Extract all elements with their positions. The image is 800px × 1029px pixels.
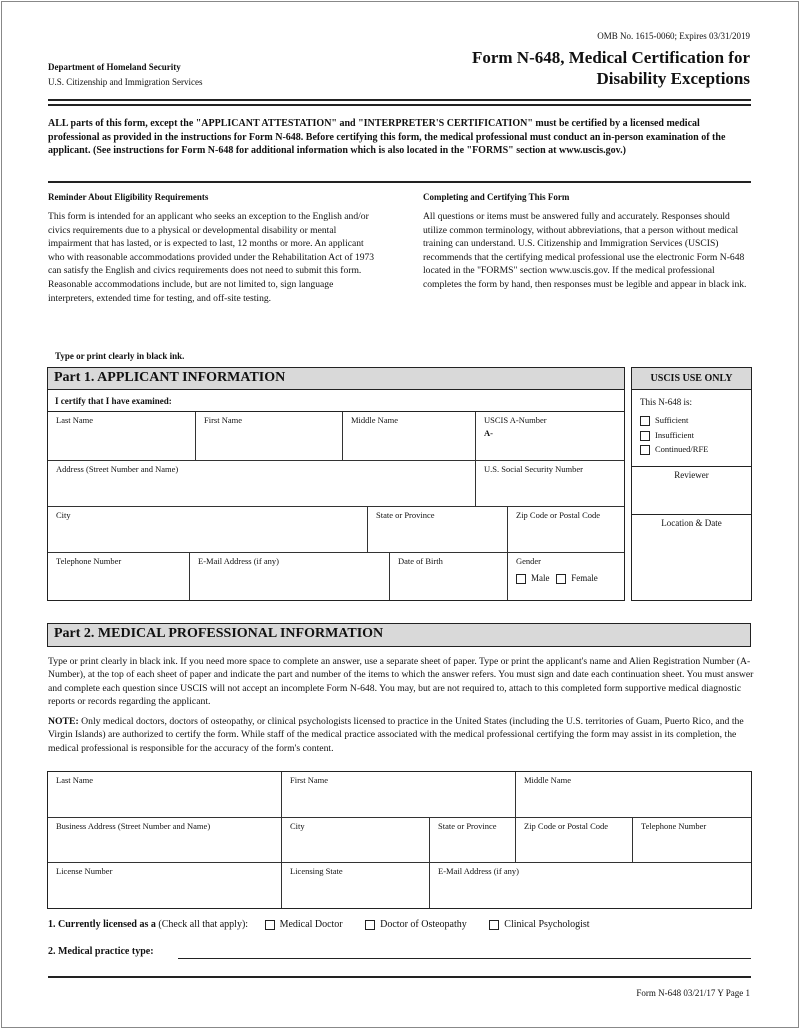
label: Middle Name [351, 415, 398, 425]
option-label: Clinical Psychologist [504, 919, 590, 930]
label: U.S. Social Security Number [484, 464, 583, 474]
divider [48, 104, 751, 106]
female-checkbox[interactable] [556, 574, 566, 584]
medical-doctor-checkbox[interactable] [265, 920, 275, 930]
practice-type-input[interactable] [178, 958, 751, 959]
title-line1: Form N-648, Medical Certification for [471, 48, 750, 67]
label: Date of Birth [398, 556, 443, 566]
q1-hint: (Check all that apply): [155, 919, 249, 930]
label: Telephone Number [56, 556, 122, 566]
label: Telephone Number [641, 821, 707, 831]
label: State or Province [438, 821, 497, 831]
divider [48, 976, 751, 978]
ssn-field[interactable] [476, 461, 624, 507]
female-label: Female [571, 573, 598, 583]
label: Zip Code or Postal Code [524, 821, 609, 831]
reviewer-label: Reviewer [674, 470, 709, 480]
gender-field [508, 553, 624, 600]
mp-middle-name-field[interactable] [516, 772, 751, 818]
option-label: Continued/RFE [655, 444, 709, 454]
male-checkbox[interactable] [516, 574, 526, 584]
part2-note [48, 715, 754, 755]
applicant-middle-name-field[interactable] [343, 412, 476, 461]
label: Middle Name [524, 775, 571, 785]
uscis-use-header: USCIS USE ONLY [631, 367, 752, 390]
part2-instructions: Type or print clearly in black ink. If you need more space to complete an answer, use a separate sheet of paper. Type or print the applicant's name and Alien Registration Number (A-Number), at the top of each sheet of paper and indicate the part and number of the items to which the answer refers. You must sign and date each continuation sheet. You must answer and complete each question since USCIS will not accept an incomplete Form N-648. You may, but are not required to, attach to this completed form supportive medical diagnostic reports or records regarding the applicant. [48, 656, 754, 708]
certifying-heading: Completing and Certifying This Form [423, 192, 570, 202]
label: E-Mail Address (if any) [438, 866, 519, 876]
email-field[interactable] [190, 553, 390, 600]
label: First Name [204, 415, 243, 425]
note-text: Only medical doctors, doctors of osteopathy, or clinical psychologists licensed to practice in the United States (including the U.S. territories of Guam, Puerto Rico, and the Virgin Islands) are authorized to certify the form. While staff of the medical practice associated with the medical professional certifying the form may assist in its completion, the medical professional is responsible for the accuracy of the form's content. [48, 716, 744, 754]
note-label: NOTE: [48, 716, 79, 727]
city-field[interactable] [48, 507, 368, 553]
mp-email-field[interactable] [430, 863, 751, 908]
intro-text: ALL parts of this form, except the "APPLICANT ATTESTATION" and "INTERPRETER'S CERTIFICATION" must be certified by a licensed medical professional as provided in the instructions for Form N-648. Before certifying this form, the medical professional must conduct an in-person examination of the applicant. (See instructions for Form N-648 for additional information which is also located in the "FORMS" section at www.uscis.gov.) [48, 118, 726, 157]
label: Last Name [56, 775, 94, 785]
zip-field[interactable] [508, 507, 624, 553]
eligibility-text: This form is intended for an applicant who seeks an exception to the English and/or civics requirements due to a physical or developmental disability or mental impairment that has lasted, or is expected to last, 12 months or more. An applicant who with reasonable accommodations provided under the Rehabilitation Act of 1973 can satisfy the English and civics requirements does not need to submit this form. Reasonable accommodations include, but are not limited to, sign language interpreters, extended time for testing, and off-site testing. [48, 211, 375, 304]
divider [632, 466, 751, 467]
mp-state-field[interactable] [430, 818, 516, 863]
label: USCIS A-Number [484, 415, 547, 425]
mp-first-name-field[interactable] [282, 772, 516, 818]
licensing-state-field[interactable] [282, 863, 430, 908]
q1-licensed-as [48, 919, 590, 930]
address-field[interactable] [48, 461, 476, 507]
subagency: U.S. Citizenship and Immigration Services [48, 77, 203, 87]
part2-header: Part 2. MEDICAL PROFESSIONAL INFORMATION [47, 623, 751, 647]
agency: Department of Homeland Security [48, 62, 181, 72]
applicant-last-name-field[interactable] [48, 412, 196, 461]
mp-phone-field[interactable] [633, 818, 751, 863]
label: License Number [56, 866, 113, 876]
label: E-Mail Address (if any) [198, 556, 279, 566]
license-number-field[interactable] [48, 863, 282, 908]
omb-number: OMB No. 1615-0060; Expires 03/31/2019 [597, 31, 750, 41]
label: City [56, 510, 71, 520]
applicant-first-name-field[interactable] [196, 412, 343, 461]
phone-field[interactable] [48, 553, 190, 600]
male-label: Male [531, 573, 550, 583]
option-label: Doctor of Osteopathy [380, 919, 467, 930]
eligibility-heading: Reminder About Eligibility Requirements [48, 192, 209, 202]
continued-rfe-checkbox[interactable] [640, 445, 650, 455]
form-title [472, 47, 750, 89]
divider [48, 99, 751, 101]
label: Zip Code or Postal Code [516, 510, 601, 520]
label: City [290, 821, 305, 831]
title-line2: Disability Exceptions [596, 69, 750, 88]
label: State or Province [376, 510, 435, 520]
part1-header: Part 1. APPLICANT INFORMATION [47, 367, 625, 390]
location-date-label: Location & Date [661, 518, 722, 528]
divider [48, 181, 751, 183]
insufficient-checkbox[interactable] [640, 431, 650, 441]
certify-label: I certify that I have examined: [55, 396, 172, 406]
label: First Name [290, 775, 329, 785]
dob-field[interactable] [390, 553, 508, 600]
psychologist-checkbox[interactable] [489, 920, 499, 930]
option-label: Insufficient [655, 429, 695, 440]
option-label: Medical Doctor [279, 919, 343, 930]
uscis-options [640, 413, 708, 457]
mp-zip-field[interactable] [516, 818, 633, 863]
mp-last-name-field[interactable] [48, 772, 282, 818]
q2-label: 2. Medical practice type: [48, 946, 154, 957]
type-print-note: Type or print clearly in black ink. [55, 351, 185, 361]
osteopathy-checkbox[interactable] [365, 920, 375, 930]
label: Address (Street Number and Name) [56, 464, 179, 474]
sufficient-checkbox[interactable] [640, 416, 650, 426]
business-address-field[interactable] [48, 818, 282, 863]
a-number-field[interactable] [476, 412, 624, 461]
divider [632, 514, 751, 515]
q1-label: 1. Currently licensed as a [48, 919, 156, 930]
option-label: Sufficient [655, 415, 689, 425]
uscis-intro: This N-648 is: [640, 397, 693, 407]
label: Last Name [56, 415, 94, 425]
mp-city-field[interactable] [282, 818, 430, 863]
label: Licensing State [290, 866, 343, 876]
label: Gender [516, 556, 542, 566]
certifying-text: All questions or items must be answered fully and accurately. Responses should utilize common terminology, without abbreviations, that a person without medical training can understand. U.S. Citizenship and Immigration Services (USCIS) recommends that the certifying medical professional use the electronic Form N-648 located in the "FORMS" section www.uscis.gov. If the medical professional completes the form by hand, then responses must be legible and appear in black ink. [423, 211, 747, 290]
footer: Form N-648 03/21/17 Y Page 1 [636, 988, 750, 998]
a-prefix: A- [484, 428, 493, 438]
label: Business Address (Street Number and Name) [56, 821, 211, 831]
state-field[interactable] [368, 507, 508, 553]
